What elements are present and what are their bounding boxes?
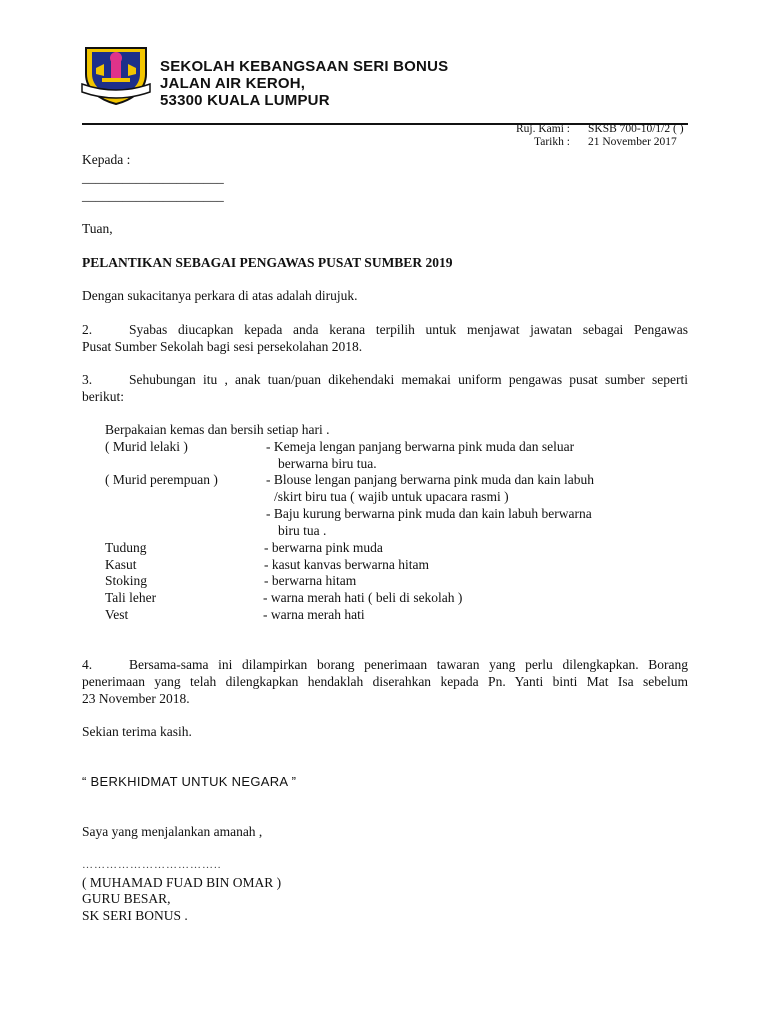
recipient-blank-line-2: _____________________ bbox=[82, 188, 224, 203]
uniform-intro: Berpakaian kemas dan bersih setiap hari . bbox=[105, 422, 330, 437]
paragraph-3-number: 3. bbox=[82, 372, 93, 387]
signoff: Saya yang menjalankan amanah , bbox=[82, 824, 263, 839]
paragraph-2-number: 2. bbox=[82, 322, 93, 337]
uniform-item-desc: - berwarna hitam bbox=[264, 573, 357, 588]
uniform-item-desc: /skirt biru tua ( wajib untuk upacara rasmi ) bbox=[274, 489, 509, 504]
motto: “ BERKHIDMAT UNTUK NEGARA ” bbox=[82, 774, 297, 789]
uniform-item-label: ( Murid lelaki ) bbox=[105, 439, 188, 454]
signatory-name: ( MUHAMAD FUAD BIN OMAR ) bbox=[82, 875, 282, 890]
uniform-item-label: Stoking bbox=[105, 573, 148, 588]
paragraph-2-line-2: Pusat Sumber Sekolah bagi sesi persekolahan 2018. bbox=[82, 339, 363, 354]
signatory-school: SK SERI BONUS . bbox=[82, 908, 188, 923]
school-address-city: 53300 KUALA LUMPUR bbox=[160, 92, 330, 109]
school-crest-icon bbox=[80, 44, 152, 106]
paragraph-4-line-1: Bersama-sama ini dilampirkan borang penerimaan tawaran yang perlu dilengkapkan. Borang bbox=[129, 657, 688, 672]
closing-remark: Sekian terima kasih. bbox=[82, 724, 192, 739]
signatory-title: GURU BESAR, bbox=[82, 891, 171, 906]
school-name: SEKOLAH KEBANGSAAN SERI BONUS bbox=[160, 58, 449, 75]
uniform-item-desc: - Blouse lengan panjang berwarna pink muda dan kain labuh bbox=[266, 472, 595, 487]
reference-label: Ruj. Kami : bbox=[516, 123, 570, 135]
letter-subject: PELANTIKAN SEBAGAI PENGAWAS PUSAT SUMBER 2019 bbox=[82, 255, 453, 270]
paragraph-4-line-2: penerimaan yang telah dilengkapkan hendaklah diserahkan kepada Pn. Yanti binti Mat Isa sebelum bbox=[82, 674, 688, 689]
school-logo bbox=[80, 44, 152, 106]
recipient-blank-line-1: _____________________ bbox=[82, 170, 224, 185]
uniform-item-label: Tali leher bbox=[105, 590, 157, 605]
salutation: Tuan, bbox=[82, 221, 113, 236]
reference-value: SKSB 700-10/1/2 ( ) bbox=[588, 123, 684, 135]
uniform-item-label: Kasut bbox=[105, 557, 137, 572]
uniform-item-desc: berwarna biru tua. bbox=[278, 456, 377, 471]
uniform-item-desc: biru tua . bbox=[278, 523, 327, 538]
uniform-item-desc: - kasut kanvas berwarna hitam bbox=[264, 557, 429, 572]
paragraph-3-line-2: berikut: bbox=[82, 389, 124, 404]
uniform-item-label: Tudung bbox=[105, 540, 147, 555]
uniform-item-desc: - Baju kurung berwarna pink muda dan kain labuh berwarna bbox=[266, 506, 592, 521]
uniform-item-label: Vest bbox=[105, 607, 129, 622]
uniform-item-label: ( Murid perempuan ) bbox=[105, 472, 218, 487]
paragraph-3-line-1: Sehubungan itu , anak tuan/puan dikehendaki memakai uniform pengawas pusat sumber seperti bbox=[129, 372, 688, 387]
recipient-label: Kepada : bbox=[82, 152, 131, 167]
date-value: 21 November 2017 bbox=[588, 136, 677, 148]
signature-line: …………………………….. bbox=[82, 859, 222, 871]
school-address-street: JALAN AIR KEROH, bbox=[160, 75, 306, 92]
uniform-item-desc: - warna merah hati bbox=[263, 607, 365, 622]
uniform-item-desc: - Kemeja lengan panjang berwarna pink muda dan seluar bbox=[266, 439, 575, 454]
paragraph-2-line-1: Syabas diucapkan kepada anda kerana terpilih untuk menjawat jawatan sebagai Pengawas bbox=[129, 322, 688, 337]
paragraph-4-number: 4. bbox=[82, 657, 93, 672]
uniform-item-desc: - berwarna pink muda bbox=[264, 540, 383, 555]
paragraph-1: Dengan sukacitanya perkara di atas adalah dirujuk. bbox=[82, 288, 358, 303]
uniform-item-desc: - warna merah hati ( beli di sekolah ) bbox=[263, 590, 463, 605]
date-label: Tarikh : bbox=[534, 136, 570, 148]
paragraph-4-line-3: 23 November 2018. bbox=[82, 691, 190, 706]
